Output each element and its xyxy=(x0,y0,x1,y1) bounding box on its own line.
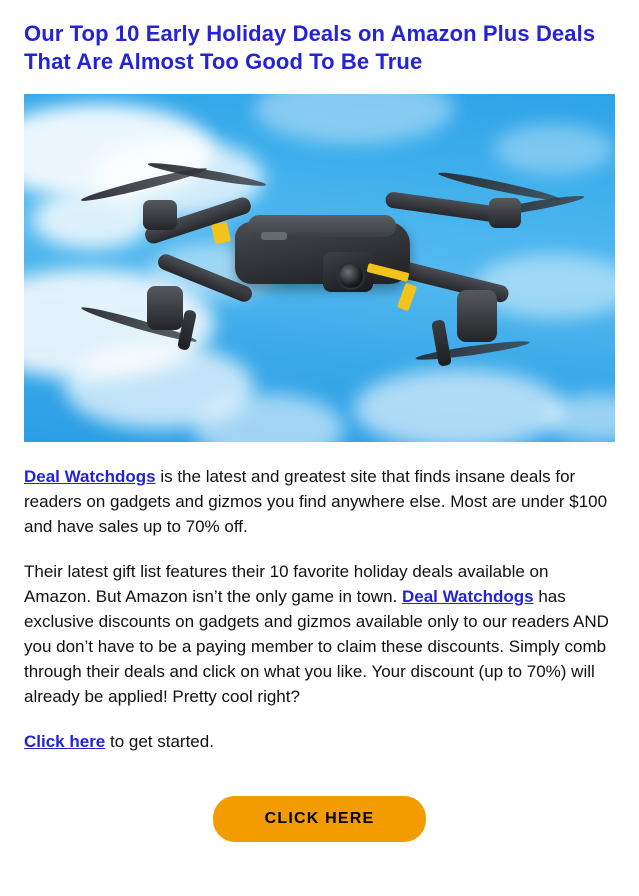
drone-motor xyxy=(457,290,497,342)
deal-watchdogs-link[interactable]: Deal Watchdogs xyxy=(24,467,156,486)
camera-lens-icon xyxy=(337,262,365,290)
drone-motor xyxy=(143,200,177,230)
paragraph-one-text: is the latest and greatest site that finds insane deals for readers on gadgets and gizmos you find anywhere else. Most are under $100 and have sales up to 70% off. xyxy=(24,467,608,536)
drone-leg xyxy=(431,319,452,367)
cloud-shape xyxy=(254,94,454,144)
paragraph-one xyxy=(24,442,615,539)
paragraph-two-text-b: has exclusive discounts on gadgets and gizmos available only to our readers AND you don’t have to be a paying member to claim these discounts. Simply comb through their deals and click on what you like. Your discount (up to 70%) will already be applied! Pretty cool right? xyxy=(24,587,609,706)
click-here-link[interactable]: Click here xyxy=(24,732,106,751)
click-here-button[interactable]: CLICK HERE xyxy=(213,796,427,842)
drone-sensor xyxy=(261,232,287,240)
drone-motor xyxy=(147,286,183,330)
page-title: Our Top 10 Early Holiday Deals on Amazon Plus Deals That Are Almost Too Good To Be True xyxy=(24,21,596,74)
paragraph-two-text-a: Their latest gift list features their 10 favorite holiday deals available on Amazon. But Amazon isn’t the only game in town. xyxy=(24,562,549,606)
yellow-stripe xyxy=(211,222,231,245)
yellow-stripe xyxy=(396,283,416,312)
drone-icon xyxy=(85,160,555,390)
paragraph-three-text: to get started. xyxy=(105,732,214,751)
paragraph-two xyxy=(24,539,615,709)
deal-watchdogs-link-2[interactable]: Deal Watchdogs xyxy=(401,587,534,606)
drone-motor xyxy=(489,198,521,228)
hero-image xyxy=(24,94,615,442)
cta-container xyxy=(24,754,615,842)
paragraph-three xyxy=(24,709,615,754)
